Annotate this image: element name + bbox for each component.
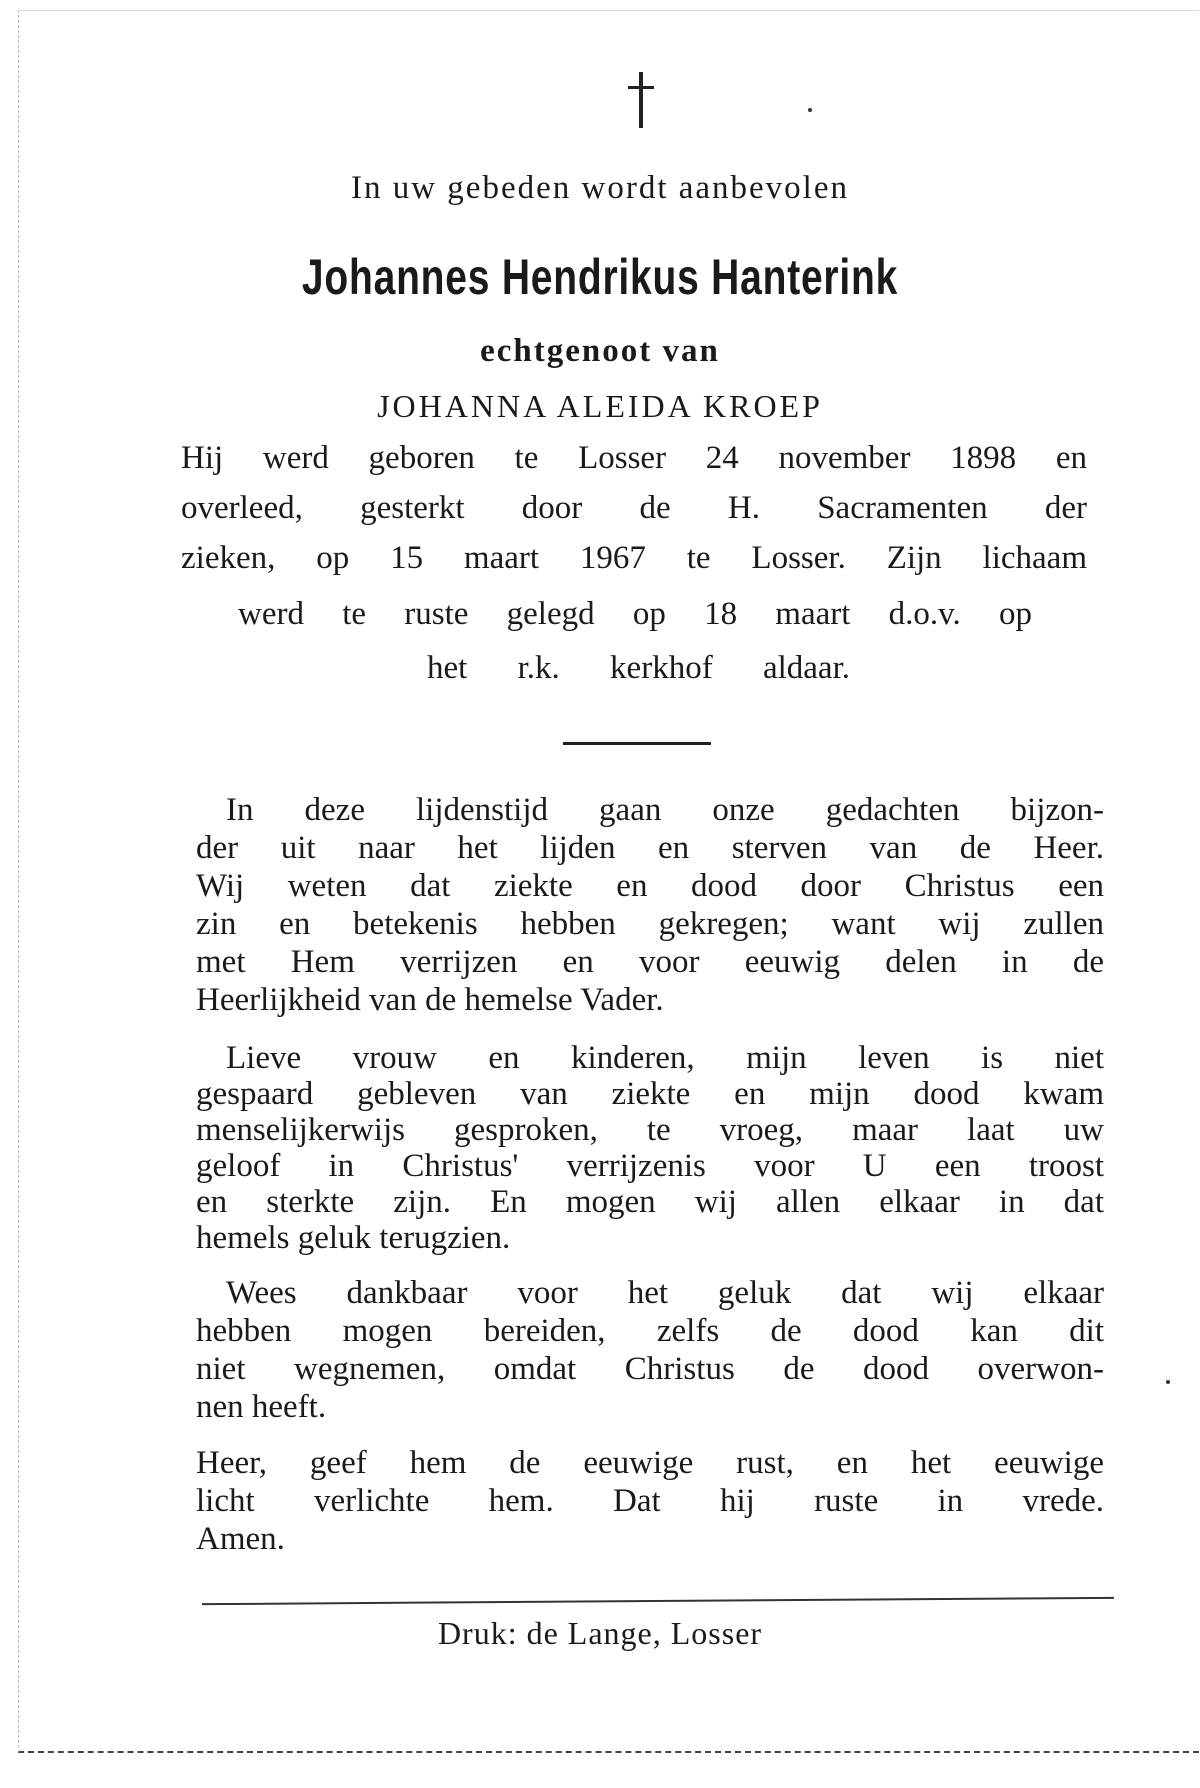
paragraph-line: der uit naar het lijden en sterven van de Heer. bbox=[196, 830, 1104, 866]
paragraph-line: In deze lijdenstijd gaan onze gedachten bijzon- bbox=[226, 792, 1104, 828]
paragraph-line: Amen. bbox=[196, 1521, 285, 1557]
speck bbox=[1166, 1380, 1170, 1384]
bio-line: het r.k. kerkhof aldaar. bbox=[427, 650, 850, 686]
paragraph-line: en sterkte zijn. En mogen wij allen elkaar in dat bbox=[196, 1184, 1104, 1220]
bio-line: Hij werd geboren te Losser 24 november 1898 en bbox=[181, 440, 1087, 476]
paragraph-line: Heer, geef hem de eeuwige rust, en het eeuwige bbox=[196, 1445, 1104, 1481]
speck bbox=[808, 108, 812, 112]
bio-line: zieken, op 15 maart 1967 te Losser. Zijn lichaam bbox=[181, 540, 1087, 576]
deceased-name: Johannes Hendrikus Hanterink bbox=[301, 249, 899, 305]
bio-line: overleed, gesterkt door de H. Sacramenten der bbox=[181, 490, 1087, 526]
spouse-name: JOHANNA ALEIDA KROEP bbox=[377, 388, 823, 424]
paragraph-line: Heerlijkheid van de hemelse Vader. bbox=[196, 982, 664, 1018]
printer-credit: Druk: de Lange, Losser bbox=[437, 1615, 763, 1651]
paragraph-line: met Hem verrijzen en voor eeuwig delen in de bbox=[196, 944, 1104, 980]
paragraph-line: Wees dankbaar voor het geluk dat wij elkaar bbox=[226, 1275, 1104, 1311]
bio-line: werd te ruste gelegd op 18 maart d.o.v. op bbox=[238, 596, 1032, 632]
spouse-label: echtgenoot van bbox=[480, 333, 720, 369]
paragraph-line: gespaard gebleven van ziekte en mijn dood kwam bbox=[196, 1076, 1104, 1112]
paragraph-line: zin en betekenis hebben gekregen; want wij zullen bbox=[196, 906, 1104, 942]
paragraph-line: Wij weten dat ziekte en dood door Christus een bbox=[196, 868, 1104, 904]
paragraph-line: niet wegnemen, omdat Christus de dood overwon- bbox=[196, 1351, 1104, 1387]
intro-text: In uw gebeden wordt aanbevolen bbox=[350, 170, 849, 206]
paragraph-line: hemels geluk terugzien. bbox=[196, 1220, 511, 1256]
paragraph-line: geloof in Christus' verrijzenis voor U een troost bbox=[196, 1148, 1104, 1184]
paragraph-line: menselijkerwijs gesproken, te vroeg, maar laat uw bbox=[196, 1112, 1104, 1148]
paragraph-line: hebben mogen bereiden, zelfs de dood kan dit bbox=[196, 1313, 1104, 1349]
paragraph-line: Lieve vrouw en kinderen, mijn leven is niet bbox=[226, 1040, 1104, 1076]
paragraph-line: nen heeft. bbox=[196, 1389, 327, 1425]
divider bbox=[563, 742, 711, 745]
cross-icon bbox=[628, 72, 654, 128]
paragraph-line: licht verlichte hem. Dat hij ruste in vrede. bbox=[196, 1483, 1104, 1519]
